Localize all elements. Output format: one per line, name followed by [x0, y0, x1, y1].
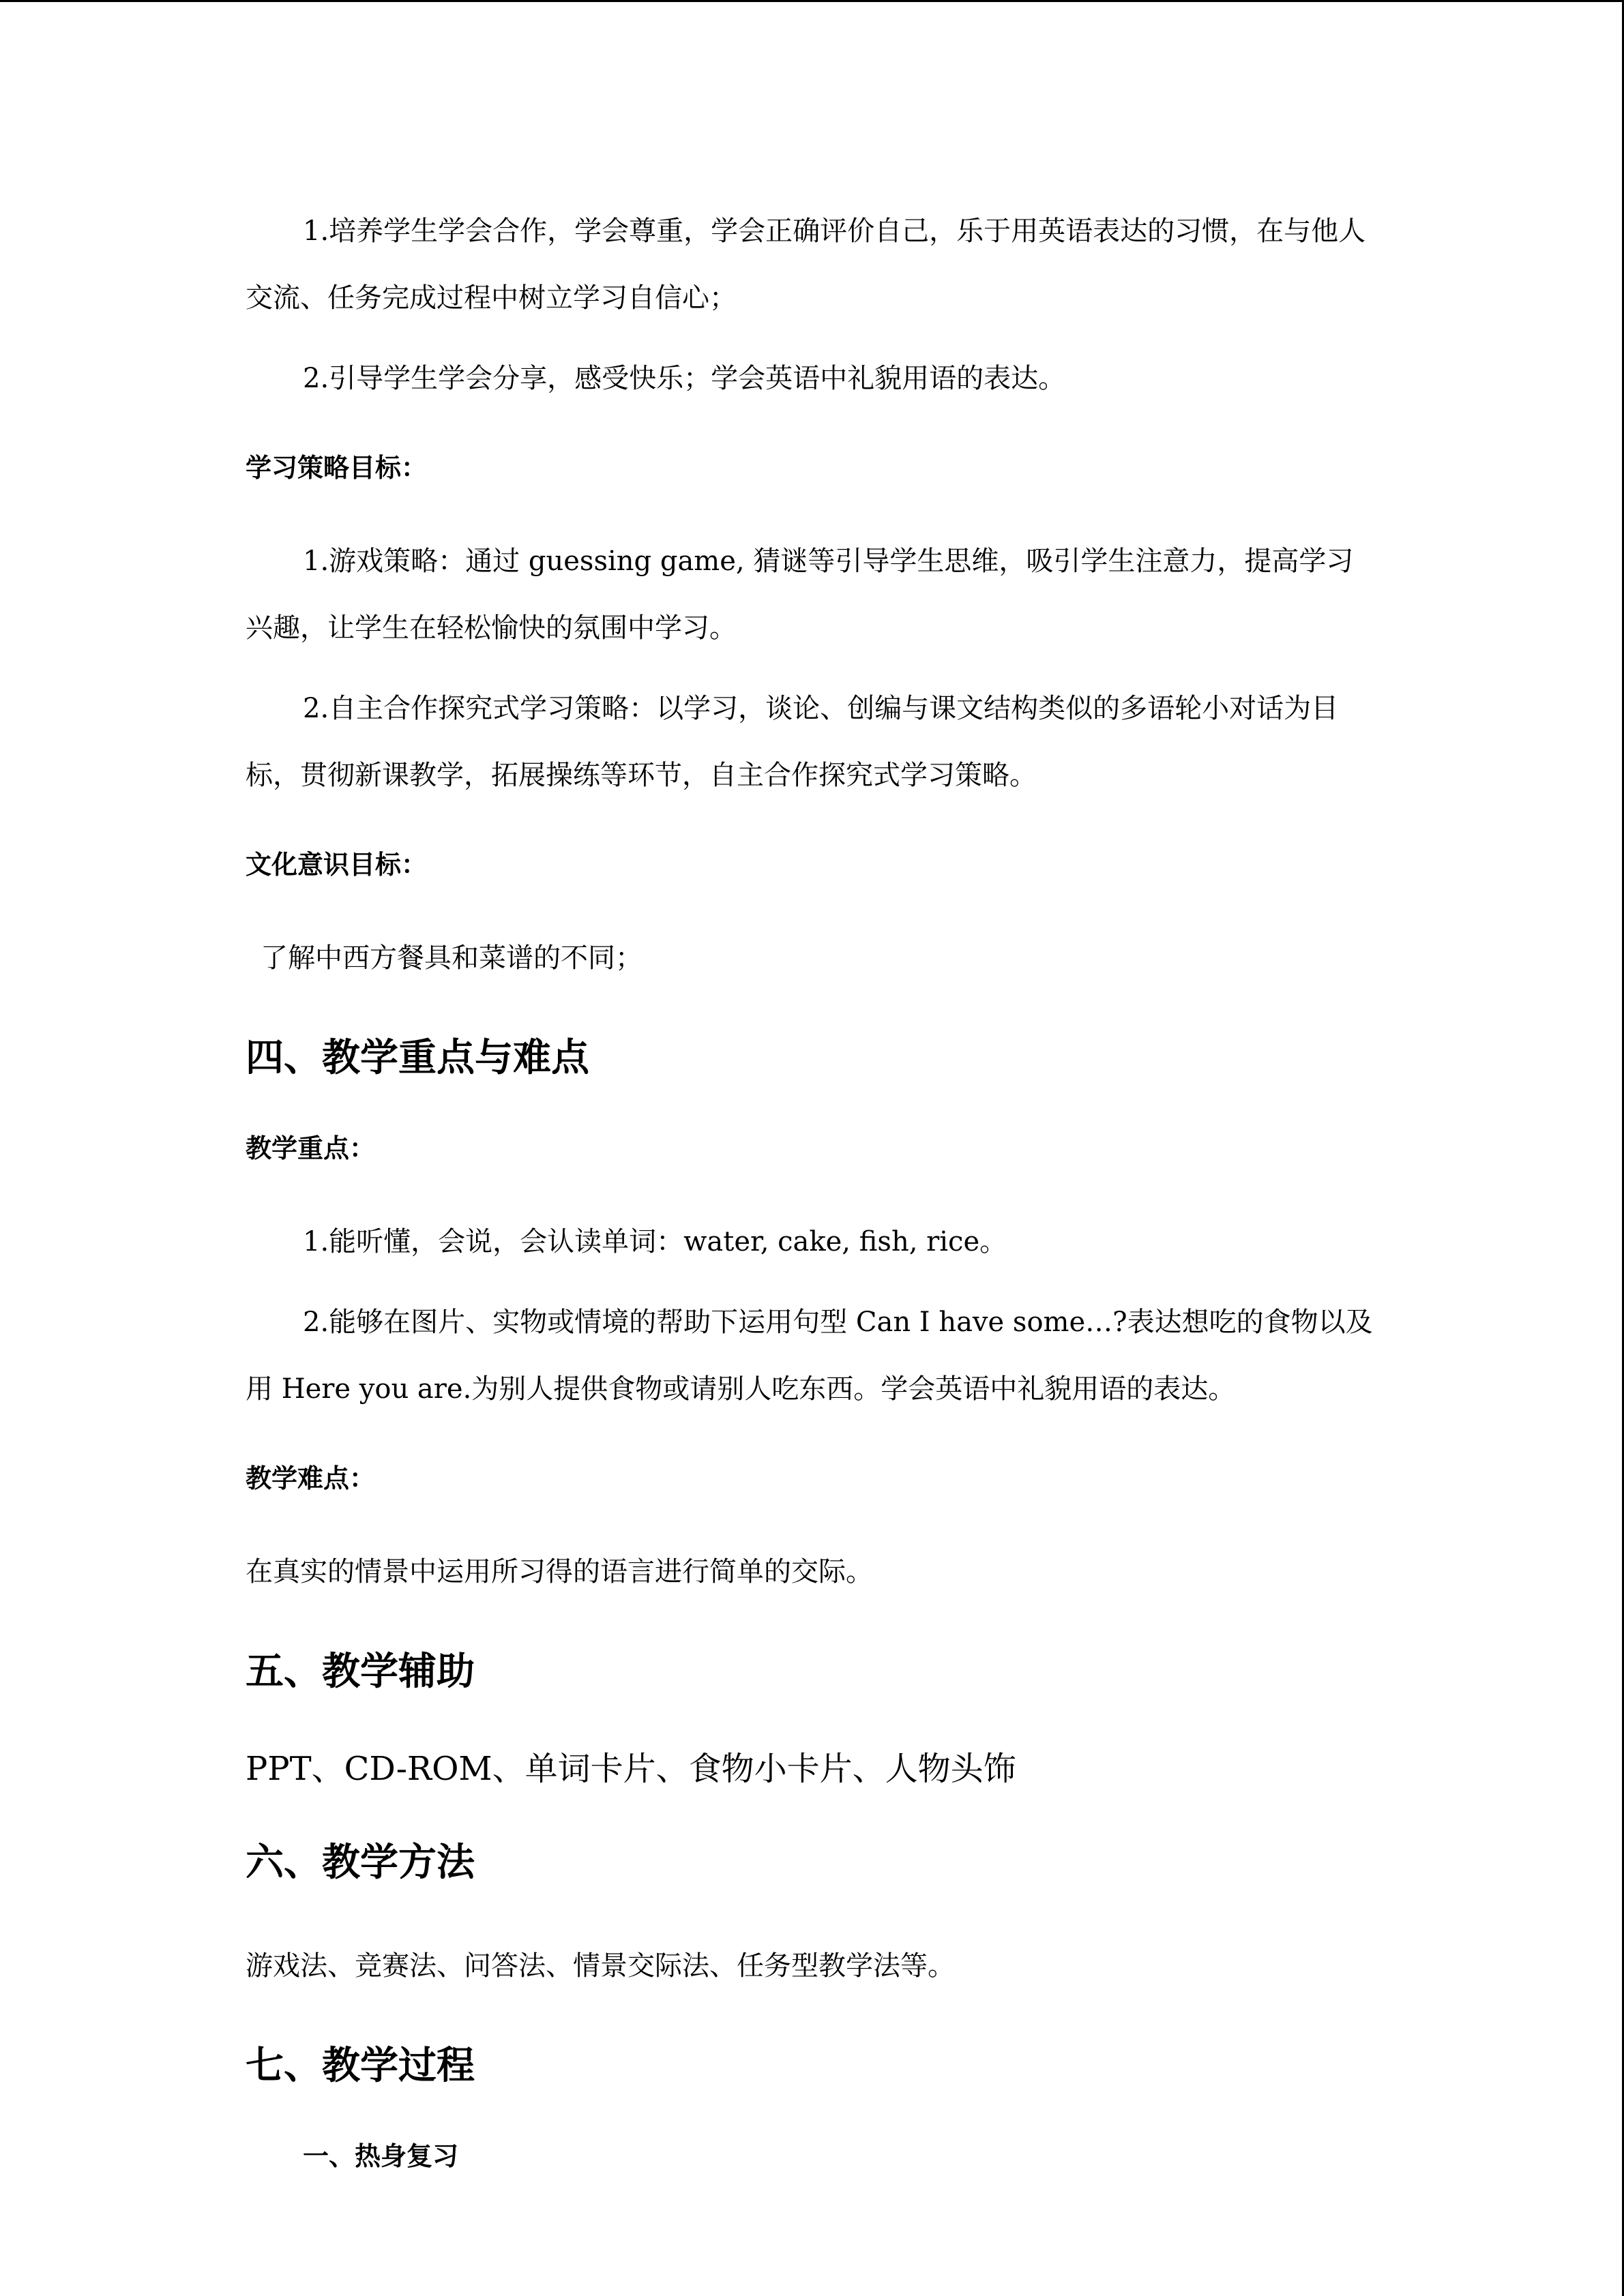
attitude-goal-item-1: 1.培养学生学会合作，学会尊重，学会正确评价自己，乐于用英语表达的习惯，在与他人交流、任务完成过程中树立学习自信心； [246, 215, 1366, 314]
culture-goal-text: 了解中西方餐具和菜谱的不同； [261, 942, 643, 974]
strategy-goals-heading: 学习策略目标： [246, 453, 428, 483]
section-6-title: 六、教学方法 [246, 1840, 475, 1885]
document-body [246, 198, 1378, 2216]
page-top-border [0, 0, 1624, 2]
strategy-goal-item-2: 2.自主合作探究式学习策略：以学习，谈论、创编与课文结构类似的多语轮小对话为目标，贯彻新课教学，拓展操练等环节，自主合作探究式学习策略。 [246, 693, 1339, 791]
culture-goals-heading: 文化意识目标： [246, 850, 428, 880]
key-point-item-1: 1.能听懂，会说，会认读单词：water, cake, fish, rice。 [303, 1226, 1007, 1257]
difficulty-heading: 教学难点： [246, 1463, 376, 1493]
section-5-title: 五、教学辅助 [246, 1650, 475, 1694]
key-points-heading: 教学重点： [246, 1133, 376, 1163]
section-4-title: 四、教学重点与难点 [246, 1036, 589, 1080]
warmup-step-heading: 一、热身复习 [303, 2141, 459, 2171]
attitude-goal-item-2: 2.引导学生学会分享，感受快乐；学会英语中礼貌用语的表达。 [303, 363, 1066, 394]
key-point-item-2: 2.能够在图片、实物或情境的帮助下运用句型 Can I have some…?表达想吃的食物以及用 Here you are.为别人提供食物或请别人吃东西。学会英语中礼貌用语的表达。 [246, 1307, 1373, 1405]
strategy-goal-item-1: 1.游戏策略：通过 guessing game, 猜谜等引导学生思维，吸引学生注意力，提高学习兴趣，让学生在轻松愉快的氛围中学习。 [246, 546, 1354, 644]
section-7-title: 七、教学过程 [246, 2044, 475, 2088]
teaching-aids-text: PPT、CD-ROM、单词卡片、食物小卡片、人物头饰 [246, 1750, 1016, 1788]
difficulty-text: 在真实的情景中运用所习得的语言进行简单的交际。 [246, 1556, 873, 1587]
teaching-methods-text: 游戏法、竞赛法、问答法、情景交际法、任务型教学法等。 [246, 1950, 955, 1982]
